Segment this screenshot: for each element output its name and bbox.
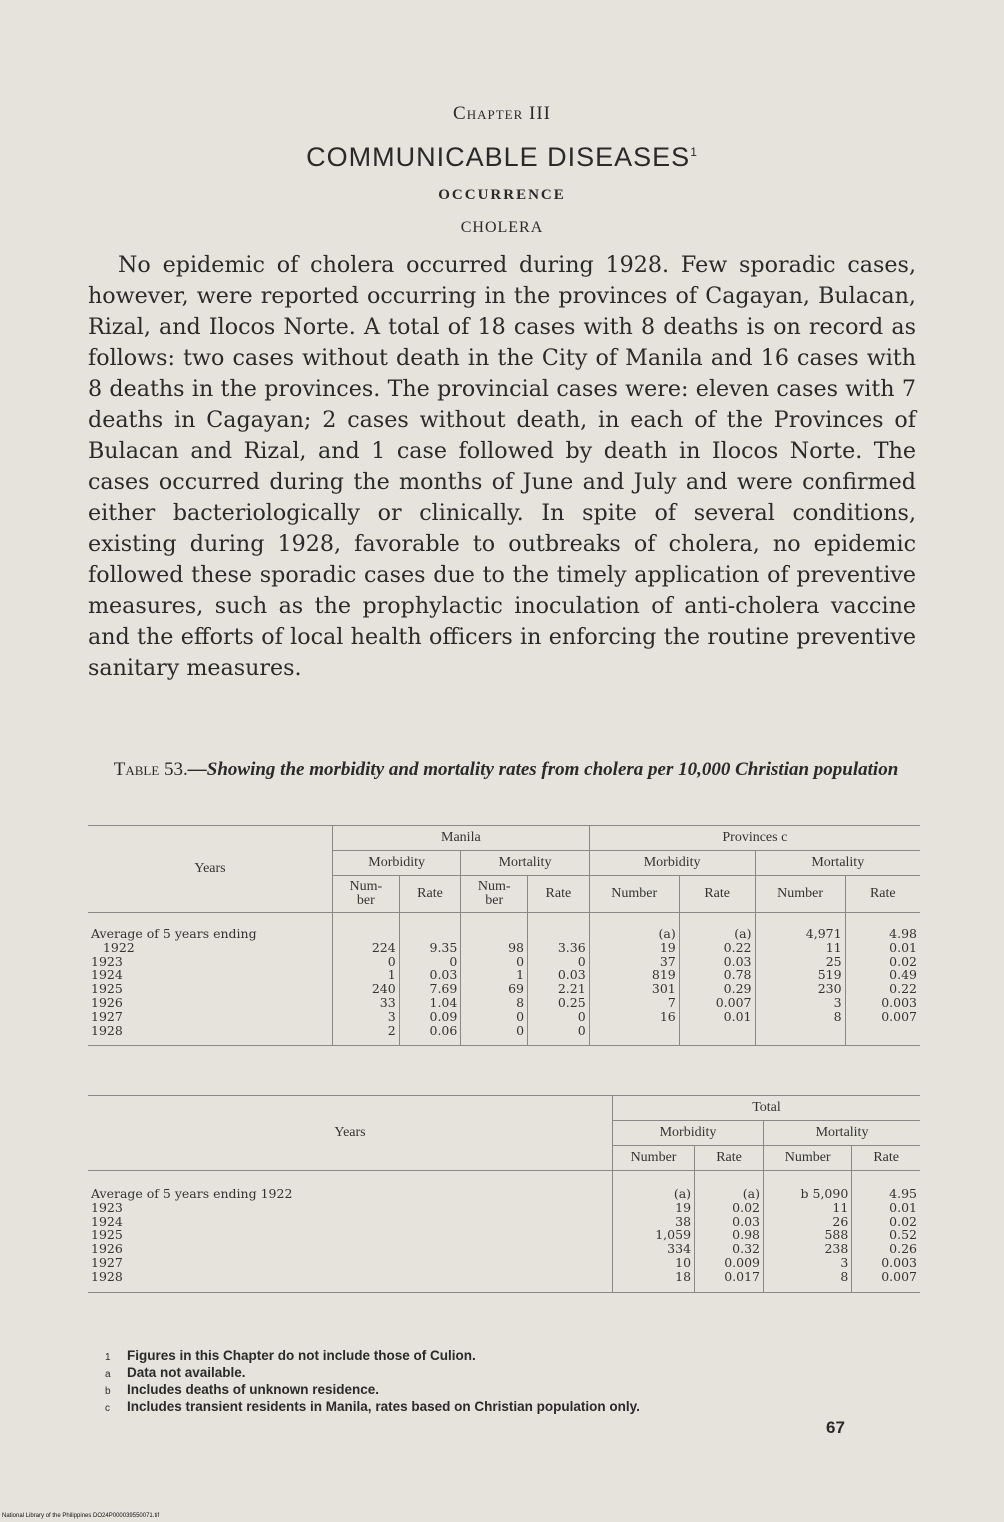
provinces-morbidity-rate-header: Rate <box>679 876 755 913</box>
manila-morbidity-number-column: 224 0 1 240 33 3 2 <box>333 913 400 1046</box>
manila-morbidity-header: Morbidity <box>333 851 461 876</box>
footnote-text: Data not available. <box>127 1365 246 1380</box>
total-mortality-number-column: b 5,090 11 26 588 238 3 8 <box>764 1171 852 1293</box>
provinces-morbidity-number-header: Number <box>589 876 679 913</box>
total-morbidity-number-column: (a) 19 38 1,059 334 10 18 <box>613 1171 695 1293</box>
footnote-text: Figures in this Chapter do not include those of Culion. <box>127 1348 476 1363</box>
provinces-mortality-number-column: 4,971 11 25 519 230 3 8 <box>755 913 845 1046</box>
section-heading: OCCURRENCE <box>438 187 566 203</box>
total-mortality-header: Mortality <box>764 1121 920 1146</box>
footnote <box>105 1348 905 1365</box>
title-footnote-mark: 1 <box>690 145 698 159</box>
manila-mortality-rate-column: 3.36 0 0.03 2.21 0.25 0 0 <box>528 913 590 1046</box>
provinces-morbidity-header: Morbidity <box>589 851 755 876</box>
total-years-column-header: Years <box>88 1096 613 1171</box>
provinces-morbidity-number-column: (a) 19 37 819 301 7 16 <box>589 913 679 1046</box>
footnote-mark: a <box>105 1369 111 1380</box>
years-column-header: Years <box>88 826 333 913</box>
chapter-heading: Chapter III <box>453 103 551 124</box>
total-morbidity-rate-column: (a) 0.02 0.03 0.98 0.32 0.009 0.017 <box>695 1171 764 1293</box>
manila-morbidity-rate-header: Rate <box>399 876 461 913</box>
total-morbidity-header: Morbidity <box>613 1121 764 1146</box>
total-morbidity-number-header: Number <box>613 1146 695 1171</box>
footnote <box>105 1382 905 1399</box>
manila-group-header: Manila <box>333 826 590 851</box>
page-title <box>0 142 1004 173</box>
total-morbidity-rate-header: Rate <box>695 1146 764 1171</box>
provinces-mortality-rate-column: 4.98 0.01 0.02 0.49 0.22 0.003 0.007 <box>845 913 920 1046</box>
manila-morbidity-rate-column: 9.35 0 0.03 7.69 1.04 0.09 0.06 <box>399 913 461 1046</box>
table-caption-text: —Showing the morbidity and mortality rates from cholera per 10,000 Christian population <box>187 759 899 780</box>
table-caption <box>92 757 920 782</box>
cholera-rates-table-total <box>88 1095 920 1293</box>
manila-mortality-number-header: Num- ber <box>461 876 528 913</box>
library-credit: National Library of the Philippines DO24P000039550071.tif <box>2 1513 160 1519</box>
total-mortality-rate-column: 4.95 0.01 0.02 0.52 0.26 0.003 0.007 <box>852 1171 920 1293</box>
body-paragraph: No epidemic of cholera occurred during 1928. Few sporadic cases, however, were reported occurring in the provinces of Cagayan, Bulacan, Rizal, and Ilocos Norte. A total of 18 cases with 8 deaths is on record as follows: two cases without death in the City of Manila and 16 cases with 8 deaths in the provinces. The provincial cases were: eleven cases with 7 deaths in Cagayan; 2 cases without death, in each of the Provinces of Bulacan and Rizal, and 1 case followed by death in Ilocos Norte. The cases occurred during the months of June and July and were confirmed either bacteriologically or clinically. In spite of several conditions, existing during 1928, favorable to outbreaks of cholera, no epidemic followed these sporadic cases due to the timely application of preventive measures, such as the prophylactic inoculation of anti-cholera vaccine and the efforts of local health officers in enforcing the routine preventive sanitary measures. <box>88 252 916 681</box>
footnote-mark: c <box>105 1403 110 1414</box>
footnote-mark: 1 <box>105 1352 111 1363</box>
subsection-heading: CHOLERA <box>460 219 544 236</box>
footnote-text: Includes transient residents in Manila, rates based on Christian population only. <box>127 1399 640 1414</box>
page-number: 67 <box>826 1418 845 1437</box>
years-column: Average of 5 years ending 1922 1923 1924 1925 1926 1927 1928 <box>91 926 257 1038</box>
footnote <box>105 1399 905 1416</box>
table-caption-lead: Table 53. <box>113 759 188 780</box>
total-years-column: Average of 5 years ending 1922 1923 1924 1925 1926 1927 1928 <box>91 1186 293 1284</box>
provinces-mortality-rate-header: Rate <box>845 876 920 913</box>
manila-morbidity-number-header: Num- ber <box>333 876 400 913</box>
total-mortality-number-header: Number <box>764 1146 852 1171</box>
manila-mortality-number-column: 98 0 1 69 8 0 0 <box>461 913 528 1046</box>
footnote <box>105 1365 905 1382</box>
footnote-text: Includes deaths of unknown residence. <box>127 1382 380 1397</box>
page-title-text: COMMUNICABLE DISEASES <box>306 142 691 172</box>
provinces-mortality-header: Mortality <box>755 851 920 876</box>
manila-mortality-header: Mortality <box>461 851 589 876</box>
provinces-group-header: Provinces c <box>589 826 920 851</box>
footnote-mark: b <box>105 1386 111 1397</box>
total-group-header: Total <box>613 1096 921 1121</box>
provinces-mortality-number-header: Number <box>755 876 845 913</box>
manila-mortality-rate-header: Rate <box>528 876 590 913</box>
total-mortality-rate-header: Rate <box>852 1146 920 1171</box>
footnotes <box>105 1348 905 1416</box>
provinces-morbidity-rate-column: (a) 0.22 0.03 0.78 0.29 0.007 0.01 <box>679 913 755 1046</box>
cholera-rates-table-manila-provinces <box>88 825 920 1046</box>
